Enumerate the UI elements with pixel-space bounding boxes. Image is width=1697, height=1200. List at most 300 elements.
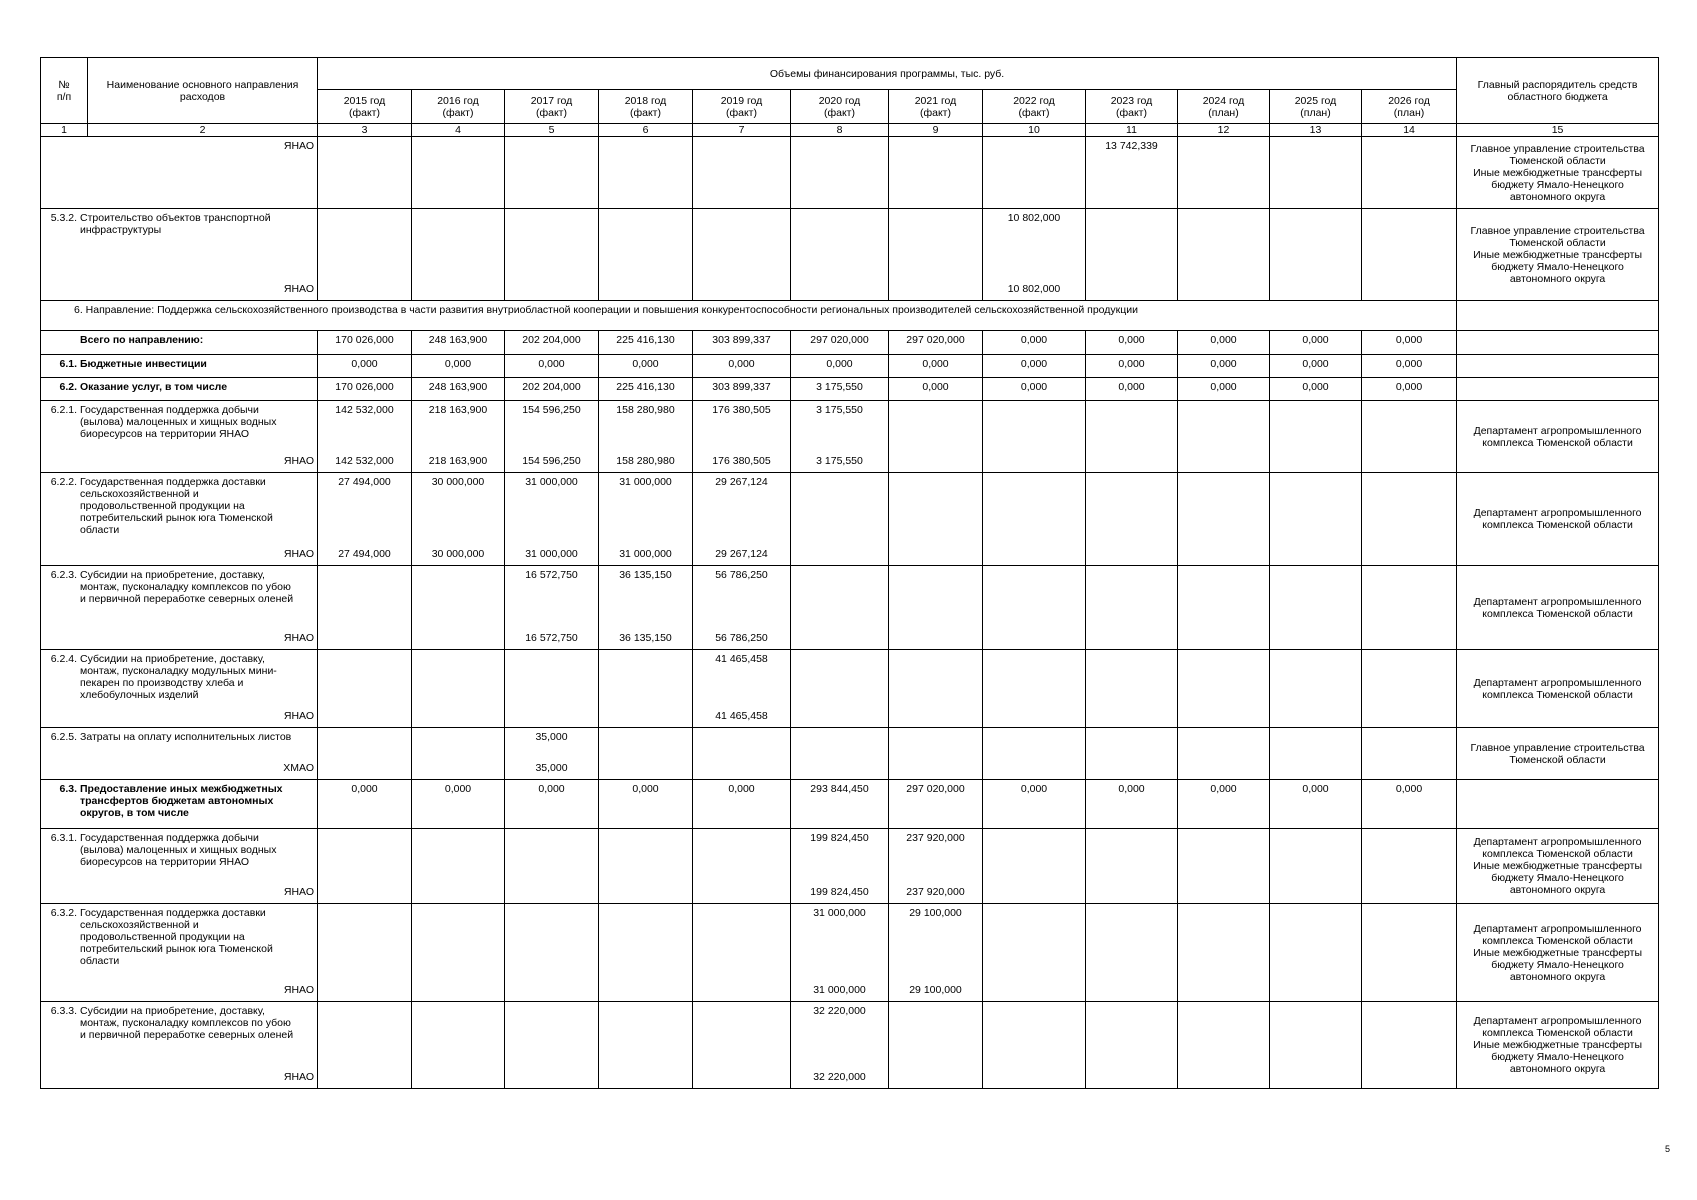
value-cell: [412, 137, 505, 209]
total-label-cell: [41, 331, 318, 355]
item-label-cell: [41, 904, 318, 1002]
distributor-cell: Департамент агропромышленного комплекса Тюменской области: [1457, 650, 1659, 728]
value-cell: 170 026,000: [318, 331, 412, 355]
year-header: 2026 год (план): [1362, 90, 1457, 124]
value-cell: [1270, 401, 1362, 473]
value-cell: [1086, 401, 1178, 473]
table-row: [41, 1002, 1659, 1089]
value-cell: [693, 473, 791, 566]
year-header: 2018 год (факт): [599, 90, 693, 124]
value-bottom: 16 572,750: [525, 632, 578, 644]
row-name: Всего по направлению:: [80, 334, 204, 346]
value-top: 32 220,000: [813, 1005, 866, 1017]
value-top: 41 465,458: [715, 653, 768, 665]
column-number: 9: [889, 124, 983, 137]
value-cell: [983, 401, 1086, 473]
value-cell: [983, 473, 1086, 566]
column-number: 10: [983, 124, 1086, 137]
value-cell: [1362, 650, 1457, 728]
value-cell: [1178, 137, 1270, 209]
value-cell: [505, 137, 599, 209]
column-number: 3: [318, 124, 412, 137]
value-cell: [599, 829, 693, 904]
row-name: Предоставление иных межбюджетных трансфертов бюджетам автономных округов, в том числе: [80, 783, 283, 819]
row-name: Государственная поддержка добычи (вылова) малоценных и хищных водных биоресурсов на территории ЯНАО: [80, 404, 277, 440]
value-cell: [1086, 728, 1178, 780]
value-top: 27 494,000: [338, 476, 391, 488]
column-number: 5: [505, 124, 599, 137]
distributor-cell: [1457, 355, 1659, 378]
value-cell: [791, 566, 889, 650]
row-number: 6.2.: [59, 381, 77, 393]
value-cell: [505, 829, 599, 904]
value-cell: [505, 728, 599, 780]
value-cell: 0,000: [1086, 780, 1178, 829]
distributor-cell: Департамент агропромышленного комплекса Тюменской области: [1457, 473, 1659, 566]
value-cell: [889, 473, 983, 566]
value-cell: [505, 650, 599, 728]
value-top: 142 532,000: [335, 404, 394, 416]
distributor-cell: Департамент агропромышленного комплекса Тюменской области: [1457, 566, 1659, 650]
value-cell: [318, 566, 412, 650]
value-top: 154 596,250: [522, 404, 581, 416]
value-cell: [412, 401, 505, 473]
value-cell: [889, 401, 983, 473]
value-cell: [1362, 209, 1457, 301]
value-cell: 0,000: [889, 355, 983, 378]
value-cell: [1178, 829, 1270, 904]
table-row: [41, 780, 1659, 829]
value-cell: [1270, 566, 1362, 650]
row-number: 6.3.: [59, 783, 77, 795]
value-cell: [505, 473, 599, 566]
value-bottom: 142 532,000: [335, 455, 394, 467]
value-top: 29 267,124: [715, 476, 768, 488]
value-cell: 0,000: [1362, 780, 1457, 829]
table-row: [41, 566, 1659, 650]
value-cell: 0,000: [1086, 355, 1178, 378]
value-top: 199 824,450: [810, 832, 869, 844]
value-cell: [889, 1002, 983, 1089]
item-label-cell: [41, 401, 318, 473]
column-number: 2: [88, 124, 318, 137]
value-cell: 297 020,000: [889, 331, 983, 355]
region-label: ЯНАО: [283, 283, 314, 295]
value-cell: [1270, 473, 1362, 566]
row-name: Бюджетные инвестиции: [80, 358, 207, 370]
value-cell: 0,000: [1178, 355, 1270, 378]
year-header: 2022 год (факт): [983, 90, 1086, 124]
value-cell: 0,000: [983, 331, 1086, 355]
funding-header: Объемы финансирования программы, тыс. руб.: [318, 58, 1457, 90]
value-cell: [1362, 829, 1457, 904]
value-cell: 0,000: [1270, 780, 1362, 829]
value-top: 56 786,250: [715, 569, 768, 581]
value-cell: [1178, 650, 1270, 728]
table-row: [41, 355, 1659, 378]
column-number: 8: [791, 124, 889, 137]
value-cell: [693, 401, 791, 473]
distributor-cell: [1457, 780, 1659, 829]
row-name: Государственная поддержка добычи (вылова) малоценных и хищных водных биоресурсов на территории ЯНАО: [80, 832, 277, 868]
value-cell: [983, 566, 1086, 650]
value-top: 158 280,980: [616, 404, 675, 416]
region-label: ЯНАО: [283, 710, 314, 722]
value-cell: [791, 401, 889, 473]
value-bottom: 36 135,150: [619, 632, 672, 644]
value-cell: [1362, 904, 1457, 1002]
value-cell: [889, 209, 983, 301]
distributor-cell: Департамент агропромышленного комплекса Тюменской области Иные межбюджетные трансферты бюджету Ямало-Ненецкого автономного округа: [1457, 1002, 1659, 1089]
row-number: 6.2.4.: [50, 653, 77, 665]
value-cell: [412, 473, 505, 566]
distributor-cell: Департамент агропромышленного комплекса Тюменской области Иные межбюджетные трансферты бюджету Ямало-Ненецкого автономного округа: [1457, 829, 1659, 904]
value-top: 36 135,150: [619, 569, 672, 581]
value-cell: [412, 728, 505, 780]
value-cell: [412, 209, 505, 301]
year-header: 2015 год (факт): [318, 90, 412, 124]
table-row: [41, 728, 1659, 780]
value-cell: [318, 137, 412, 209]
year-header: 2017 год (факт): [505, 90, 599, 124]
value-bottom: 237 920,000: [906, 886, 965, 898]
column-number: 6: [599, 124, 693, 137]
value-cell: [791, 728, 889, 780]
value-cell: 225 416,130: [599, 378, 693, 401]
item-label-cell: [41, 728, 318, 780]
item-label-cell: [41, 473, 318, 566]
value-cell: [693, 566, 791, 650]
value-cell: 0,000: [1086, 378, 1178, 401]
value-top: 29 100,000: [909, 907, 962, 919]
value-cell: [889, 904, 983, 1002]
row-number: 6.1.: [59, 358, 77, 370]
value-top: 31 000,000: [813, 907, 866, 919]
total-label-cell: [41, 355, 318, 378]
value-cell: [1178, 728, 1270, 780]
value-cell: [1270, 209, 1362, 301]
value-cell: 248 163,900: [412, 378, 505, 401]
table-row: [41, 209, 1659, 301]
value-cell: [791, 1002, 889, 1089]
year-header: 2020 год (факт): [791, 90, 889, 124]
value-bottom: 31 000,000: [619, 548, 672, 560]
value-cell: 0,000: [1270, 355, 1362, 378]
value-cell: [693, 137, 791, 209]
value-cell: [1270, 904, 1362, 1002]
value-cell: [1270, 650, 1362, 728]
value-cell: [1178, 209, 1270, 301]
value-cell: [1362, 728, 1457, 780]
item-label-cell: [41, 137, 318, 209]
value-cell: 0,000: [983, 780, 1086, 829]
value-cell: 0,000: [1362, 378, 1457, 401]
value-cell: [1362, 566, 1457, 650]
value-cell: [983, 1002, 1086, 1089]
value-cell: [505, 566, 599, 650]
value-cell: [693, 728, 791, 780]
value-bottom: 29 100,000: [909, 984, 962, 996]
total-label-cell: [41, 780, 318, 829]
value-top: 30 000,000: [431, 476, 485, 488]
table-row: [41, 331, 1659, 355]
value-cell: [318, 728, 412, 780]
col-no-header: № п/п: [41, 58, 88, 124]
distributor-cell: [1457, 378, 1659, 401]
value-cell: [693, 650, 791, 728]
value-cell: 0,000: [1270, 378, 1362, 401]
column-number: 12: [1178, 124, 1270, 137]
value-top: 31 000,000: [525, 476, 578, 488]
value-cell: [1086, 209, 1178, 301]
value-cell: 0,000: [318, 355, 412, 378]
value-top: 16 572,750: [525, 569, 578, 581]
value-cell: [1178, 566, 1270, 650]
table-row: [41, 904, 1659, 1002]
column-number: 15: [1457, 124, 1659, 137]
value-cell: 0,000: [599, 780, 693, 829]
total-label-cell: [41, 378, 318, 401]
row-name: Оказание услуг, в том числе: [80, 381, 228, 393]
table-row: [41, 301, 1659, 331]
year-header: 2023 год (факт): [1086, 90, 1178, 124]
value-bottom: 10 802,000: [1007, 283, 1061, 295]
row-name: Строительство объектов транспортной инфраструктуры: [80, 212, 271, 236]
value-cell: [1362, 1002, 1457, 1089]
table-row: [41, 650, 1659, 728]
value-cell: [412, 650, 505, 728]
col-name-header: Наименование основного направления расходов: [88, 58, 318, 124]
value-cell: [505, 904, 599, 1002]
item-label-cell: [41, 566, 318, 650]
region-label: ХМАО: [283, 762, 314, 774]
row-name: Субсидии на приобретение, доставку, монтаж, пусконаладку модульных мини-пекарен по производству хлеба и хлебобулочных изделий: [80, 653, 277, 701]
column-number: 1: [41, 124, 88, 137]
distributor-cell: [1457, 301, 1659, 331]
value-cell: [1086, 829, 1178, 904]
value-cell: [791, 904, 889, 1002]
value-cell: 0,000: [505, 780, 599, 829]
value-cell: 303 899,337: [693, 378, 791, 401]
value-cell: 0,000: [318, 780, 412, 829]
value-bottom: 13 742,339: [1105, 140, 1158, 152]
row-name: Государственная поддержка доставки сельскохозяйственной и продовольственной продукции на потребительский рынок юга Тюменской области: [80, 907, 273, 967]
value-cell: [1270, 829, 1362, 904]
value-cell: 0,000: [599, 355, 693, 378]
table-row: [41, 473, 1659, 566]
page-number: 5: [1664, 1144, 1670, 1154]
row-number: 5.3.2.: [50, 212, 77, 224]
region-label: ЯНАО: [283, 548, 314, 560]
value-cell: 0,000: [1178, 780, 1270, 829]
value-cell: 0,000: [889, 378, 983, 401]
value-cell: [412, 1002, 505, 1089]
distributor-cell: [1457, 331, 1659, 355]
value-cell: 0,000: [693, 780, 791, 829]
value-cell: 170 026,000: [318, 378, 412, 401]
value-bottom: 158 280,980: [616, 455, 675, 467]
value-cell: [599, 566, 693, 650]
value-cell: 297 020,000: [791, 331, 889, 355]
item-label-cell: [41, 829, 318, 904]
value-bottom: 199 824,450: [810, 886, 869, 898]
value-cell: [318, 650, 412, 728]
year-header: 2021 год (факт): [889, 90, 983, 124]
value-cell: [1086, 650, 1178, 728]
value-cell: [599, 209, 693, 301]
row-name: Субсидии на приобретение, доставку, монтаж, пусконаладку комплексов по убою и первичной переработке северных оленей: [80, 1005, 294, 1041]
row-name: Затраты на оплату исполнительных листов: [80, 731, 292, 743]
row-name: Государственная поддержка доставки сельскохозяйственной и продовольственной продукции на потребительский рынок юга Тюменской области: [80, 476, 273, 536]
value-cell: [1270, 728, 1362, 780]
region-label: ЯНАО: [283, 886, 314, 898]
value-cell: 225 416,130: [599, 331, 693, 355]
value-cell: [412, 829, 505, 904]
value-cell: 0,000: [1178, 331, 1270, 355]
column-number: 4: [412, 124, 505, 137]
value-cell: 297 020,000: [889, 780, 983, 829]
value-cell: [983, 650, 1086, 728]
table-row: [41, 378, 1659, 401]
value-cell: [505, 1002, 599, 1089]
value-cell: [599, 728, 693, 780]
value-cell: [791, 473, 889, 566]
value-cell: [318, 904, 412, 1002]
value-cell: [318, 829, 412, 904]
value-bottom: 41 465,458: [715, 710, 768, 722]
value-bottom: 27 494,000: [338, 548, 391, 560]
value-cell: 0,000: [1362, 331, 1457, 355]
column-number: 13: [1270, 124, 1362, 137]
value-bottom: 31 000,000: [525, 548, 578, 560]
year-header: 2024 год (план): [1178, 90, 1270, 124]
row-number: 6.3.1.: [50, 832, 77, 844]
column-number: 7: [693, 124, 791, 137]
value-cell: [599, 904, 693, 1002]
value-cell: [1086, 904, 1178, 1002]
value-cell: [889, 137, 983, 209]
value-cell: [318, 1002, 412, 1089]
value-cell: [505, 209, 599, 301]
value-cell: 0,000: [412, 780, 505, 829]
value-cell: [1178, 904, 1270, 1002]
value-top: 237 920,000: [906, 832, 965, 844]
value-bottom: 35,000: [535, 762, 568, 774]
distributor-cell: Департамент агропромышленного комплекса Тюменской области: [1457, 401, 1659, 473]
value-cell: 0,000: [505, 355, 599, 378]
row-number: 6.3.2.: [50, 907, 77, 919]
column-number: 11: [1086, 124, 1178, 137]
funding-table: [40, 57, 1659, 1089]
value-cell: 0,000: [1270, 331, 1362, 355]
region-label: ЯНАО: [283, 984, 314, 996]
value-cell: [1270, 1002, 1362, 1089]
table-row: [41, 829, 1659, 904]
value-cell: 0,000: [1362, 355, 1457, 378]
value-bottom: 154 596,250: [522, 455, 581, 467]
direction-title: 6. Направление: Поддержка сельскохозяйственного производства в части развития внутриобластной кооперации и повышения конкурентоспособности региональных производителей сельскохозяйственной продукции: [41, 301, 1457, 331]
value-top: 31 000,000: [619, 476, 672, 488]
distributor-cell: Департамент агропромышленного комплекса Тюменской области Иные межбюджетные трансферты бюджету Ямало-Ненецкого автономного округа: [1457, 904, 1659, 1002]
distributor-cell: Главное управление строительства Тюменской области Иные межбюджетные трансферты бюджету Ямало-Ненецкого автономного округа: [1457, 137, 1659, 209]
value-cell: [983, 829, 1086, 904]
value-cell: [599, 1002, 693, 1089]
region-label: ЯНАО: [283, 140, 314, 152]
region-label: ЯНАО: [283, 1071, 314, 1083]
value-top: 218 163,900: [428, 404, 488, 416]
value-cell: [983, 209, 1086, 301]
value-cell: [791, 137, 889, 209]
row-number: 6.2.1.: [50, 404, 77, 416]
value-cell: [318, 401, 412, 473]
value-cell: 3 175,550: [791, 378, 889, 401]
item-label-cell: [41, 650, 318, 728]
value-bottom: 176 380,505: [712, 455, 771, 467]
value-cell: 0,000: [412, 355, 505, 378]
value-bottom: 31 000,000: [813, 984, 866, 996]
value-cell: [791, 650, 889, 728]
value-cell: [889, 829, 983, 904]
value-bottom: 30 000,000: [431, 548, 485, 560]
value-bottom: 218 163,900: [428, 455, 488, 467]
row-number: 6.2.5.: [50, 731, 77, 743]
value-cell: [1086, 137, 1178, 209]
value-top: 35,000: [535, 731, 568, 743]
value-cell: [983, 728, 1086, 780]
row-number: 6.2.3.: [50, 569, 77, 581]
item-label-cell: [41, 1002, 318, 1089]
value-cell: 0,000: [693, 355, 791, 378]
value-top: 3 175,550: [816, 404, 863, 416]
value-cell: [889, 566, 983, 650]
value-cell: 248 163,900: [412, 331, 505, 355]
value-cell: 0,000: [791, 355, 889, 378]
value-cell: [1178, 401, 1270, 473]
value-cell: [599, 473, 693, 566]
value-cell: [889, 650, 983, 728]
value-cell: [318, 209, 412, 301]
value-cell: 0,000: [983, 378, 1086, 401]
row-name: Субсидии на приобретение, доставку, монтаж, пусконаладку комплексов по убою и первичной переработке северных оленей: [80, 569, 294, 605]
value-cell: [599, 401, 693, 473]
row-number: 6.3.3.: [50, 1005, 77, 1017]
value-cell: [791, 209, 889, 301]
item-label-cell: [41, 209, 318, 301]
distributor-cell: Главное управление строительства Тюменской области: [1457, 728, 1659, 780]
value-bottom: 32 220,000: [813, 1071, 866, 1083]
value-cell: 0,000: [1086, 331, 1178, 355]
col-distributor-header: Главный распорядитель средств областного бюджета: [1457, 58, 1659, 124]
year-header: 2025 год (план): [1270, 90, 1362, 124]
value-cell: [1270, 137, 1362, 209]
value-cell: [1362, 137, 1457, 209]
value-bottom: 29 267,124: [715, 548, 768, 560]
value-cell: [889, 728, 983, 780]
value-cell: 0,000: [983, 355, 1086, 378]
region-label: ЯНАО: [283, 455, 314, 467]
value-cell: [1086, 566, 1178, 650]
value-cell: [791, 829, 889, 904]
value-cell: [599, 650, 693, 728]
value-bottom: 3 175,550: [816, 455, 863, 467]
value-cell: [1178, 473, 1270, 566]
region-label: ЯНАО: [283, 632, 314, 644]
value-cell: [318, 473, 412, 566]
value-cell: [1086, 473, 1178, 566]
value-cell: [693, 1002, 791, 1089]
value-cell: [693, 829, 791, 904]
value-cell: [983, 904, 1086, 1002]
